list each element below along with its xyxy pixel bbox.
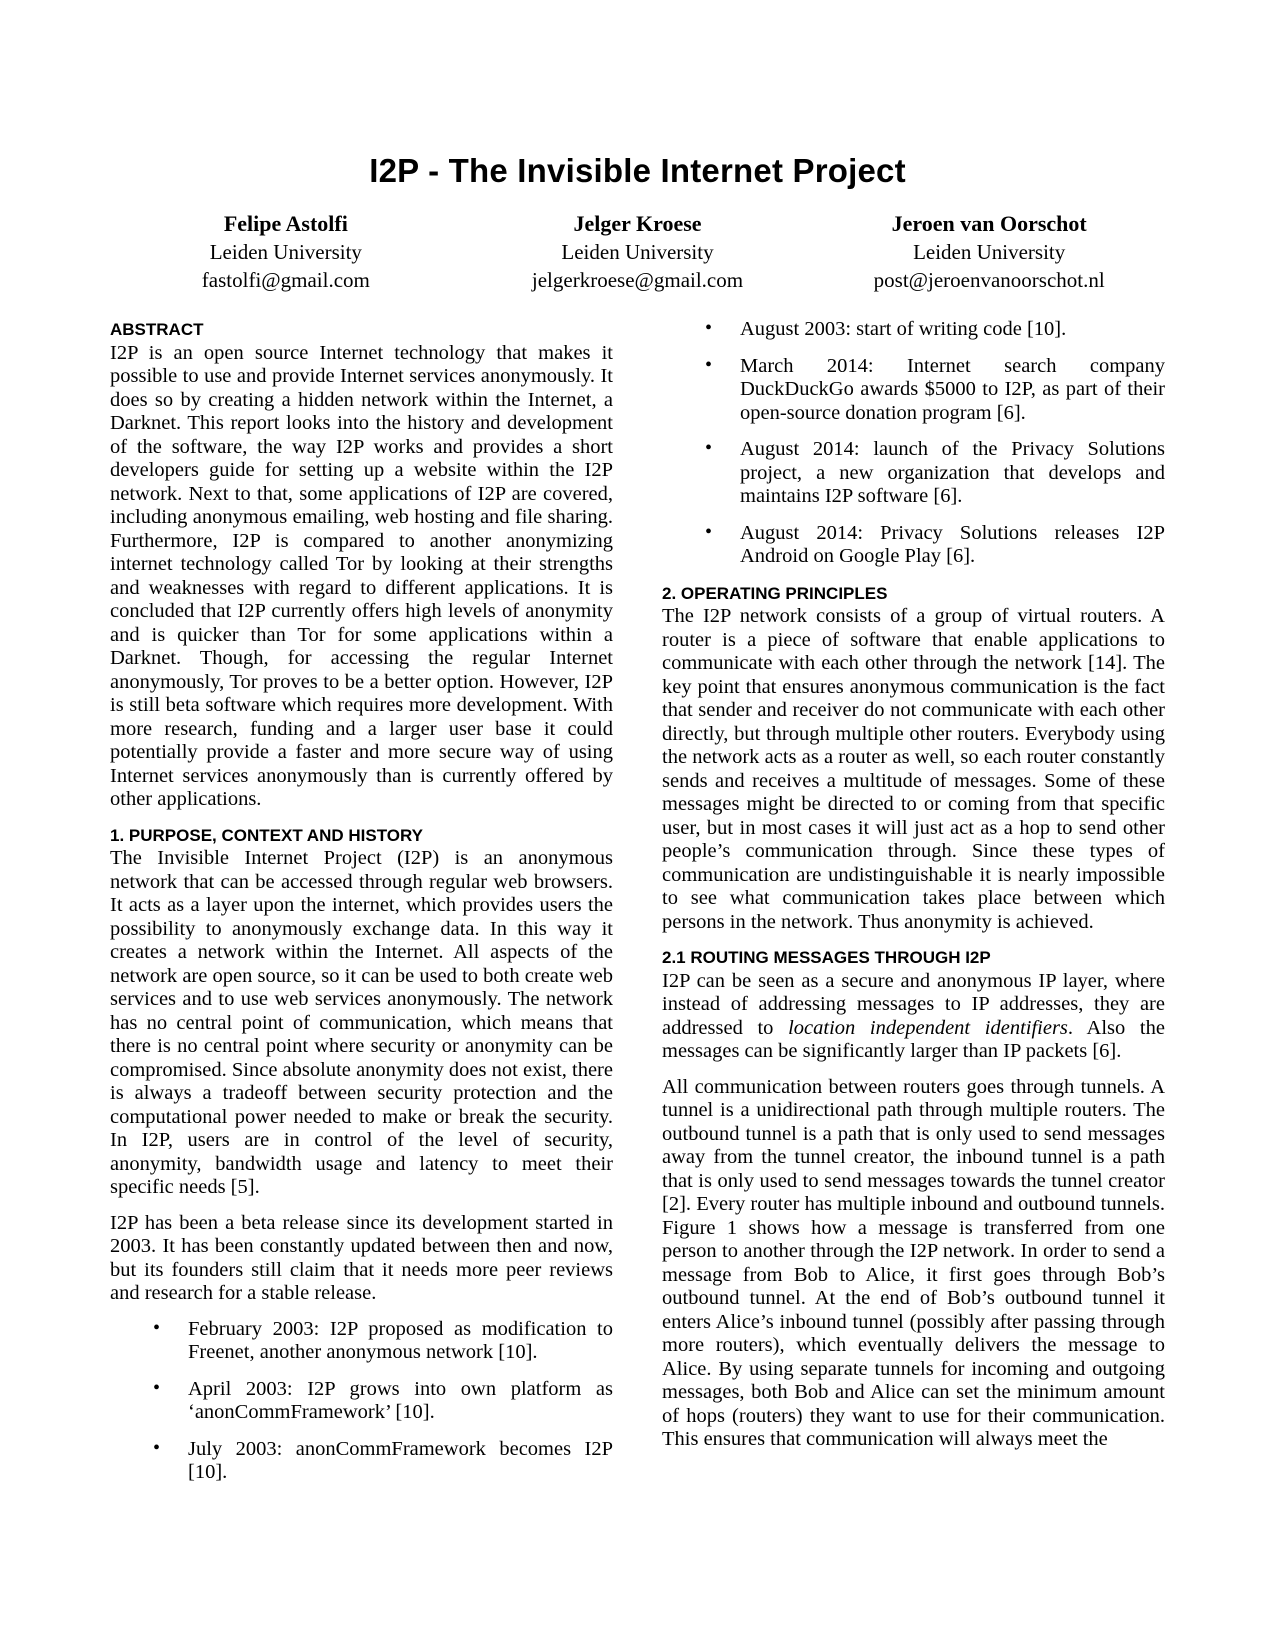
routing-paragraph-1 (662, 970, 1165, 1064)
author-name: Jeroen van Oorschot (891, 211, 1087, 236)
history-timeline-list-continued (662, 318, 1165, 569)
right-column (662, 318, 1165, 1498)
section-heading-abstract: ABSTRACT (110, 320, 204, 339)
list-item-text: August 2003: start of writing code [10]. (740, 318, 1067, 340)
list-item (662, 318, 1165, 342)
routing-paragraph-1-before: I2P can be seen as a secure and anonymous IP layer, where instead of addressing messages to IP addresses, they are addressed to (662, 969, 1165, 1039)
bullet-icon: • (153, 1316, 161, 1339)
author-affiliation: Leiden University (561, 240, 714, 264)
history-timeline-list (110, 1318, 613, 1485)
list-item (110, 1438, 613, 1485)
list-item (662, 522, 1165, 569)
bullet-icon: • (705, 437, 713, 459)
list-item-text: February 2003: I2P proposed as modification to Freenet, another anonymous network [10]. (188, 1317, 613, 1363)
author-2 (462, 210, 814, 294)
bullet-icon: • (153, 1436, 161, 1459)
author-affiliation: Leiden University (209, 240, 362, 264)
author-email: post@jeroenvanoorschot.nl (873, 268, 1105, 292)
author-name: Felipe Astolfi (223, 211, 348, 236)
bullet-icon: • (705, 520, 713, 543)
operating-principles-paragraph: The I2P network consists of a group of virtual routers. A router is a piece of software that enable applications to communicate with each other through the network [14]. The key point that ensures anonymous communication is the fact that sender and receiver do not communicate with each other directly, but through multiple other routers. Everybody using the network acts as a router as well, so each router constantly sends and receives a multitude of messages. Some of these messages might be directed to or coming from that specific user, but in most cases it will just act as a hop to send other people’s communication through. Since these types of communication are undistinguishable it is nearly impossible to see what communication takes place between which persons in the network. Thus anonymity is achieved. (662, 605, 1165, 933)
author-1 (110, 210, 462, 294)
list-item (110, 1378, 613, 1425)
bullet-icon: • (705, 353, 713, 376)
section-heading-routing-messages: 2.1 ROUTING MESSAGES THROUGH I2P (662, 948, 991, 967)
abstract-paragraph: I2P is an open source Internet technology that makes it possible to use and provide Internet services anonymously. It does so by creating a hidden network within the Internet, a Darknet. This report looks into the history and development of the software, the way I2P works and provides a short developers guide for setting up a website within the I2P network. Next to that, some applications of I2P are covered, including anonymous emailing, web hosting and file sharing. Furthermore, I2P is compared to another anonymizing internet technology called Tor by looking at their strengths and weaknesses with regard to different applications. It is concluded that I2P currently offers high levels of anonymity and is quicker than Tor for some applications within a Darknet. Though, for accessing the regular Internet anonymously, Tor proves to be a better option. However, I2P is still beta software which requires more development. With more research, funding and a larger user base it could potentially provide a faster and more secure way of using Internet services anonymously than is currently offered by other applications. (110, 341, 613, 810)
history-paragraph-1: The Invisible Internet Project (I2P) is an anonymous network that can be accessed through regular web browsers. It acts as a layer upon the internet, which provides users the possibility to anonymously exchange data. In this way it creates a network within the Internet. All aspects of the network are open source, so it can be used to both create web services and to use web services anonymously. The network has no central point of communication, which means that there is no central point where security or anonymity can be compromised. Since absolute anonymity does not exist, there is always a tradeoff between security protection and the computational power needed to make or break the security. In I2P, users are in control of the level of security, anonymity, bandwidth usage and latency to meet their specific needs [5]. (110, 847, 613, 1198)
list-item-text: March 2014: Internet search company DuckDuckGo awards $5000 to I2P, as part of their open-source donation program [6]. (740, 354, 1165, 424)
section-heading-history: 1. PURPOSE, CONTEXT AND HISTORY (110, 825, 423, 845)
author-name: Jelger Kroese (573, 211, 702, 236)
list-item-text: August 2014: launch of the Privacy Solutions project, a new organization that develops and maintains I2P software [6]. (740, 438, 1165, 507)
list-item (110, 1318, 613, 1365)
section-heading-operating-principles: 2. OPERATING PRINCIPLES (662, 583, 888, 603)
two-column-body (110, 318, 1165, 1498)
list-item-text: April 2003: I2P grows into own platform as ‘anonCommFramework’ [10]. (188, 1377, 613, 1423)
routing-paragraph-1-after: . Also the messages can be significantly larger than IP packets [6]. (662, 1016, 1165, 1062)
list-item (662, 355, 1165, 426)
bullet-icon: • (705, 317, 713, 339)
author-block (110, 210, 1165, 294)
list-item-text: July 2003: anonCommFramework becomes I2P [10]. (188, 1437, 613, 1483)
author-email: jelgerkroese@gmail.com (531, 268, 744, 292)
paper-title: I2P - The Invisible Internet Project (369, 152, 906, 189)
author-affiliation: Leiden University (913, 240, 1066, 264)
left-column (110, 318, 613, 1498)
list-item (662, 438, 1165, 509)
bullet-icon: • (153, 1376, 161, 1399)
list-item-text: August 2014: Privacy Solutions releases I2P Android on Google Play [6]. (740, 521, 1165, 567)
routing-paragraph-2: All communication between routers goes through tunnels. A tunnel is a unidirectional path through multiple routers. The outbound tunnel is a path that is only used to send messages away from the tunnel creator, the inbound tunnel is a path that is only used to send messages towards the tunnel creator [2]. Every router has multiple inbound and outbound tunnels. Figure 1 shows how a message is transferred from one person to another through the I2P network. In order to send a message from Bob to Alice, it first goes through Bob’s outbound tunnel. At the end of Bob’s outbound tunnel it enters Alice’s inbound tunnel (possibly after passing through more routers), which eventually delivers the message to Alice. By using separate tunnels for incoming and outgoing messages, both Bob and Alice can set the minimum amount of hops (routers) they want to use for their communication. This ensures that communication will always meet the (662, 1075, 1165, 1450)
author-3 (813, 210, 1165, 294)
routing-paragraph-1-italic-phrase: location independent identifiers (788, 1016, 1068, 1039)
history-paragraph-2: I2P has been a beta release since its development started in 2003. It has been constantly updated between then and now, but its founders still claim that it needs more peer reviews and research for a stable release. (110, 1211, 613, 1304)
author-email: fastolfi@gmail.com (201, 268, 370, 292)
